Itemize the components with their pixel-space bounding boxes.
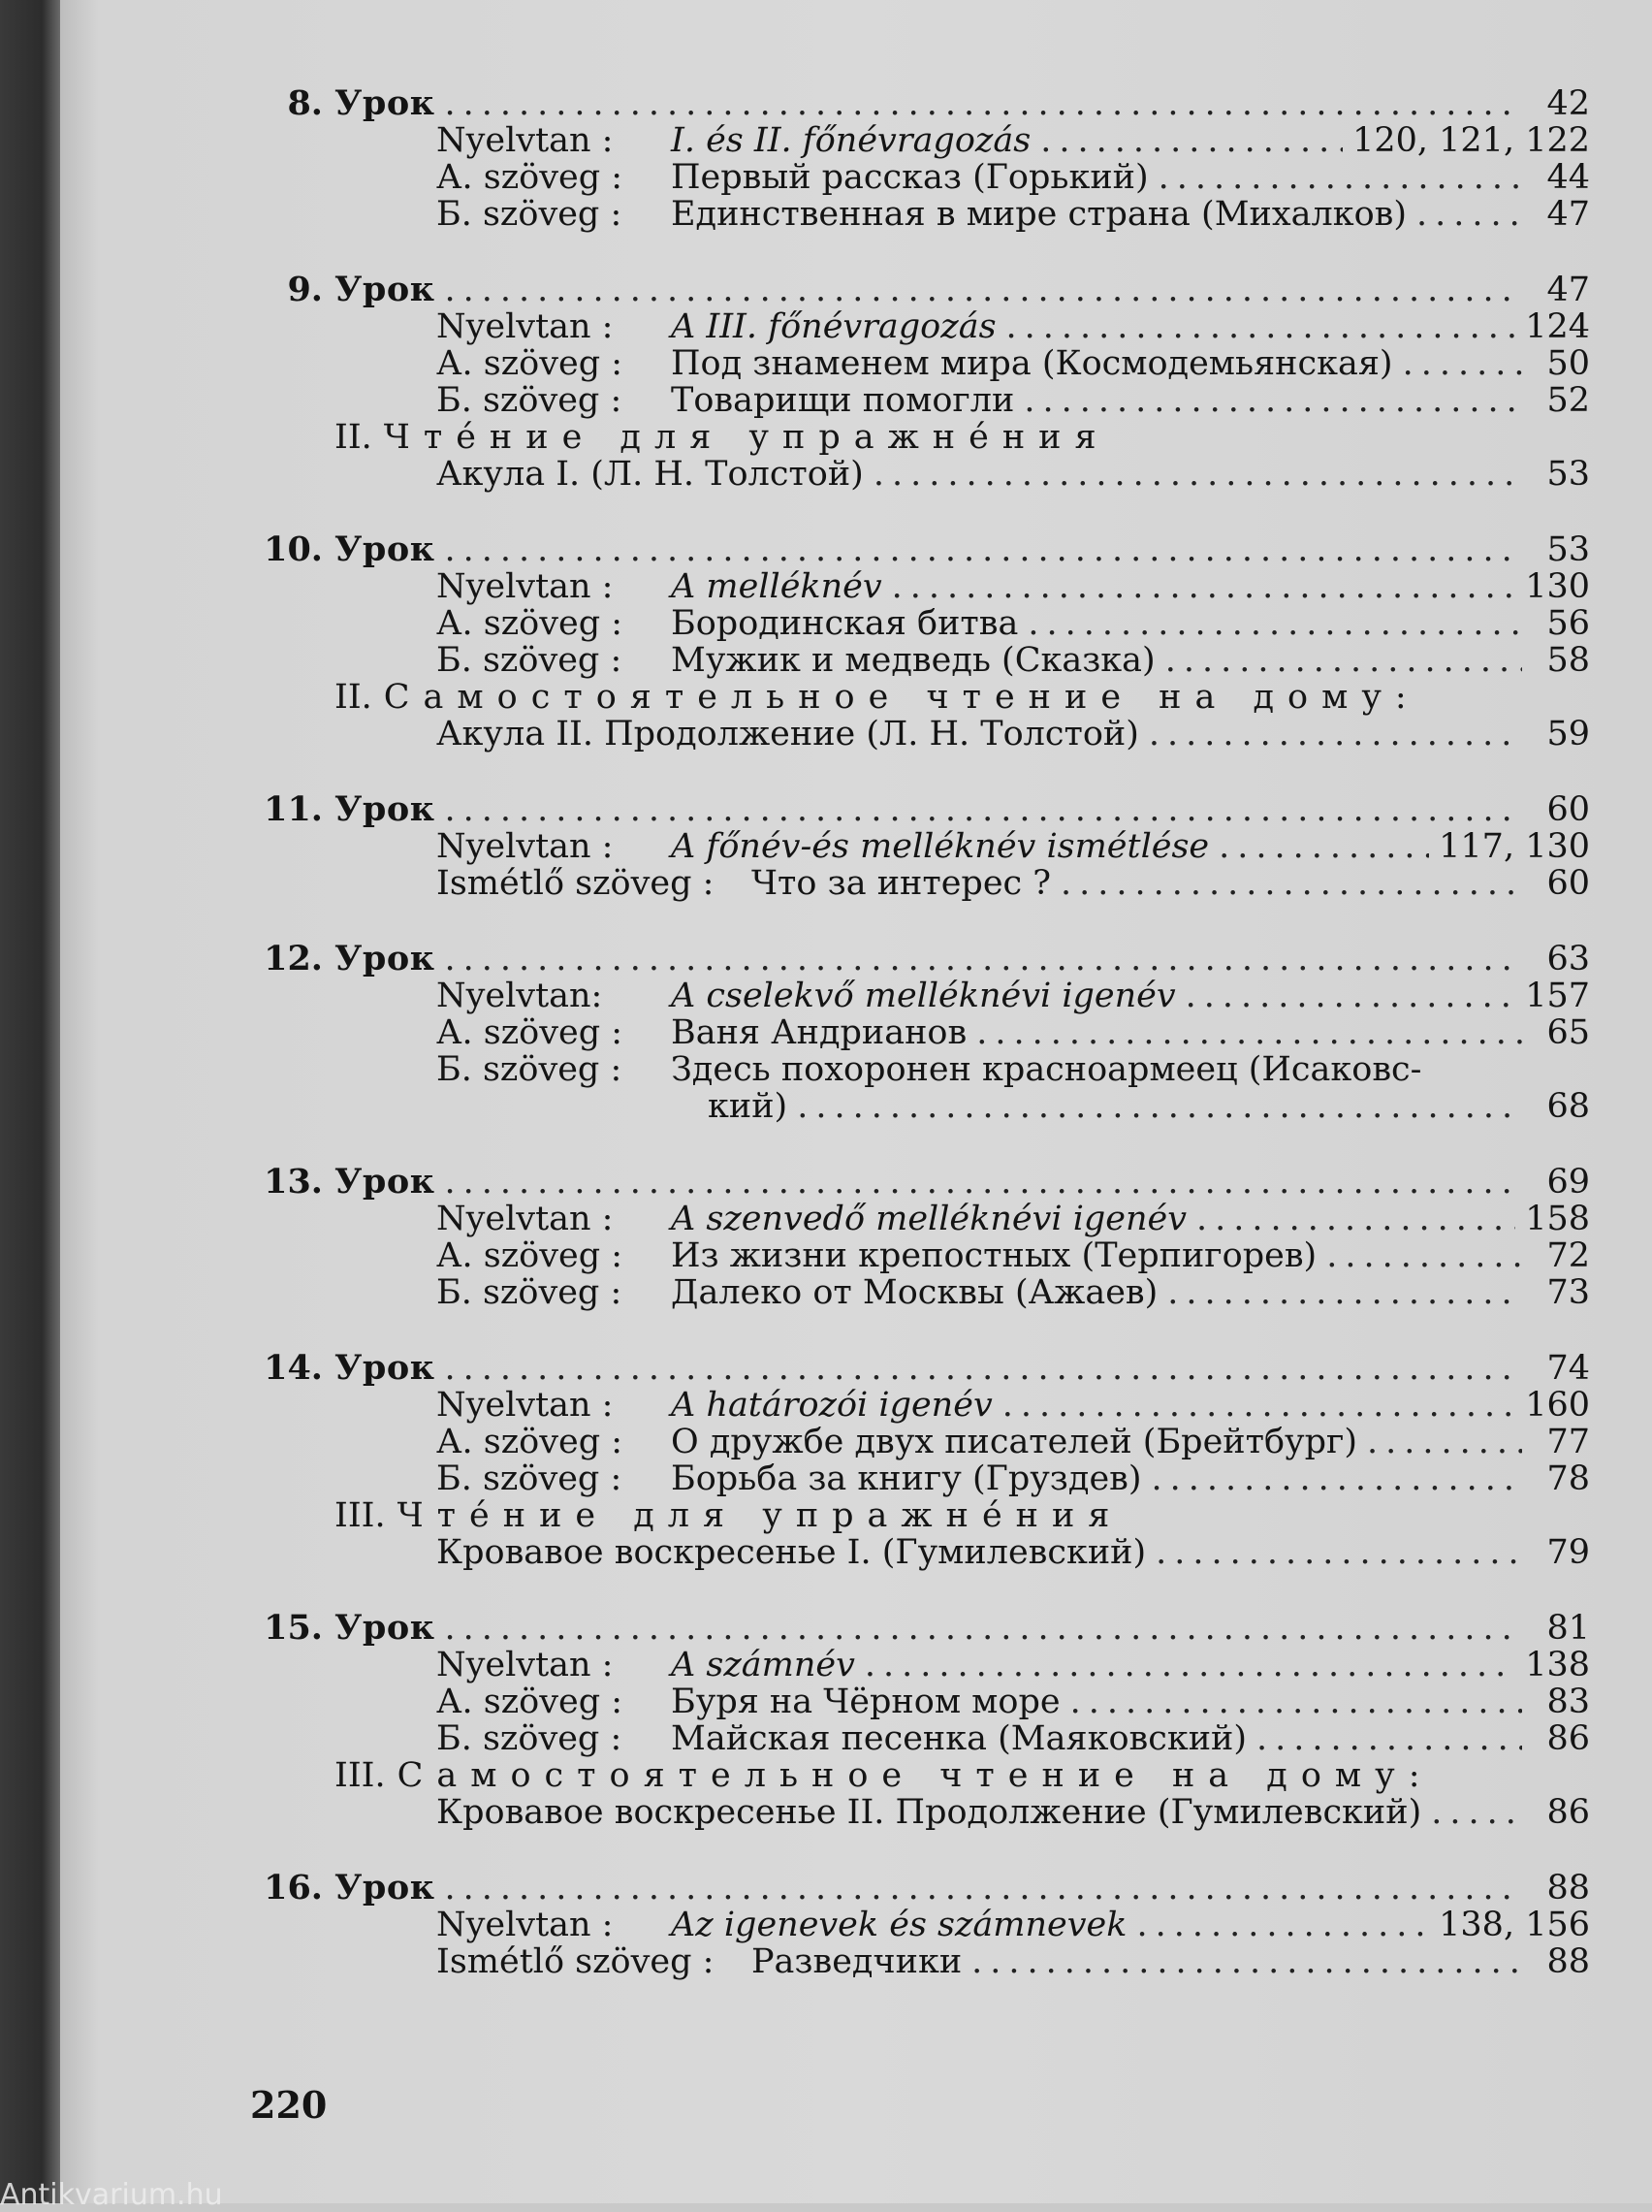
lesson-header-row <box>242 1610 1590 1647</box>
section-heading: Чтéние для упражнéния <box>397 1496 1124 1535</box>
entry-label: Ismétlő szöveg : <box>436 1942 715 1981</box>
entry-label: Б. szöveg : <box>436 1459 622 1498</box>
entry-title: Что за интерес ? <box>751 864 1052 903</box>
entry-title: A számnév <box>671 1646 855 1684</box>
lesson-header-row <box>242 1870 1590 1907</box>
entry-title: Кровавое воскресенье II. Продолжение (Гумилевский) <box>436 1793 1422 1832</box>
toc-entry-row <box>242 1683 1590 1720</box>
entry-title: Товарищи помогли <box>671 381 1015 420</box>
entry-title: Здесь похоронен красноармеец (Исаковс- <box>671 1050 1422 1089</box>
dot-leader <box>797 1088 1522 1125</box>
page-reference: 130 <box>1525 567 1590 606</box>
page-reference: 53 <box>1546 455 1590 494</box>
dot-leader <box>1403 345 1522 382</box>
entry-title: A szenvedő melléknévi igenév <box>671 1200 1188 1238</box>
dot-leader <box>1070 1683 1522 1720</box>
dot-leader <box>1186 978 1516 1014</box>
toc-entry-row <box>242 865 1590 902</box>
page-reference: 47 <box>1546 195 1590 234</box>
dot-leader <box>1149 716 1522 753</box>
toc-entry-row <box>242 642 1590 679</box>
toc-entry-row <box>242 1720 1590 1757</box>
dot-leader <box>445 791 1523 828</box>
lesson-block <box>242 791 1590 902</box>
entry-title: Борьба за книгу (Груздев) <box>671 1459 1142 1498</box>
dot-leader <box>1416 196 1522 233</box>
entry-title: A melléknév <box>671 567 882 606</box>
lesson-title: Урок <box>334 1348 435 1388</box>
page-reference: 58 <box>1546 641 1590 680</box>
page-reference: 74 <box>1546 1349 1590 1388</box>
page-reference: 65 <box>1546 1013 1590 1052</box>
page-reference: 79 <box>1546 1533 1590 1572</box>
page-reference: 124 <box>1525 307 1590 346</box>
section-heading-row <box>242 679 1590 716</box>
section-roman-numeral: III. <box>334 1496 386 1535</box>
section-heading: Самостоятельное чтение на дому: <box>383 678 1420 717</box>
page-reference: 47 <box>1546 271 1590 309</box>
lesson-block <box>242 1870 1590 1980</box>
entry-title: A főnév-és melléknév ismétlése <box>671 827 1210 866</box>
toc-entry-row <box>242 382 1590 419</box>
toc-entry-row <box>242 1460 1590 1497</box>
entry-label: Nyelvtan : <box>436 1906 614 1944</box>
page-reference: 60 <box>1546 864 1590 903</box>
entry-title: Буря на Чёрном море <box>671 1683 1061 1721</box>
dot-leader <box>1431 1794 1522 1831</box>
toc-entry-row <box>242 345 1590 382</box>
dot-leader <box>445 85 1523 122</box>
toc-entry-row <box>242 1201 1590 1237</box>
dot-leader <box>445 1164 1523 1201</box>
entry-label: Б. szöveg : <box>436 1719 622 1758</box>
dot-leader <box>1136 1907 1429 1943</box>
section-roman-numeral: II. <box>334 418 372 457</box>
page-number: 220 <box>250 2083 328 2127</box>
toc-entry-row <box>242 1051 1590 1088</box>
dot-leader <box>1326 1237 1522 1274</box>
dot-leader <box>1024 382 1522 419</box>
dot-leader <box>1219 828 1429 865</box>
toc-entry-row <box>242 1237 1590 1274</box>
entry-title: Az igenevek és számnevek <box>671 1906 1128 1944</box>
page-reference: 42 <box>1546 84 1590 123</box>
dot-leader <box>1165 642 1522 679</box>
lesson-header-row <box>242 531 1590 568</box>
dot-leader <box>445 531 1523 568</box>
dot-leader <box>976 1014 1522 1051</box>
dot-leader <box>1152 1460 1522 1497</box>
entry-label: Б. szöveg : <box>436 641 622 680</box>
entry-label: Б. szöveg : <box>436 1273 622 1312</box>
page-reference: 86 <box>1546 1719 1590 1758</box>
page-reference: 68 <box>1546 1087 1590 1126</box>
toc-entry-row <box>242 1943 1590 1980</box>
entry-label: А. szöveg : <box>436 1013 623 1052</box>
section-heading: Самостоятельное чтение на дому: <box>397 1756 1434 1795</box>
entry-title: Бородинская битва <box>671 604 1019 643</box>
book-spine-shadow <box>0 0 60 2203</box>
toc-entry-row <box>242 1424 1590 1460</box>
entry-label: Ismétlő szöveg : <box>436 864 715 903</box>
lesson-block <box>242 941 1590 1125</box>
page-reference: 86 <box>1546 1793 1590 1832</box>
entry-label: Nyelvtan : <box>436 1386 614 1425</box>
table-of-contents <box>242 85 1590 2019</box>
dot-leader <box>1040 122 1343 159</box>
page-reference: 117, 130 <box>1439 827 1590 866</box>
entry-label: Nyelvtan : <box>436 121 614 160</box>
page-reference: 158 <box>1525 1200 1590 1238</box>
lesson-header-row <box>242 941 1590 978</box>
lesson-number: 14. <box>264 1348 323 1388</box>
toc-entry-row <box>242 1387 1590 1424</box>
lesson-title: Урок <box>334 1608 435 1648</box>
page-reference: 53 <box>1546 530 1590 569</box>
entry-title: A III. főnévragozás <box>671 307 997 346</box>
dot-leader <box>1367 1424 1522 1460</box>
entry-title: Разведчики <box>751 1942 963 1981</box>
page-reference: 88 <box>1546 1869 1590 1907</box>
entry-label: Б. szöveg : <box>436 1050 622 1089</box>
dot-leader <box>445 1870 1523 1907</box>
entry-title: Единственная в мире страна (Михалков) <box>671 195 1408 234</box>
page-reference: 50 <box>1546 344 1590 383</box>
section-entry-row <box>242 456 1590 493</box>
lesson-header-row <box>242 272 1590 308</box>
lesson-header-row <box>242 85 1590 122</box>
lesson-header-row <box>242 791 1590 828</box>
entry-label: Nyelvtan : <box>436 567 614 606</box>
dot-leader <box>1002 1387 1515 1424</box>
page-reference: 157 <box>1525 977 1590 1015</box>
lesson-block <box>242 85 1590 233</box>
page-reference: 83 <box>1546 1683 1590 1721</box>
lesson-number: 11. <box>264 789 323 829</box>
watermark: Antikvarium.hu <box>0 2178 223 2212</box>
entry-title: Акула II. Продолжение (Л. Н. Толстой) <box>436 715 1139 753</box>
page-reference: 78 <box>1546 1459 1590 1498</box>
entry-label: А. szöveg : <box>436 1236 623 1275</box>
section-entry-row <box>242 1794 1590 1831</box>
entry-title: Акула I. (Л. Н. Толстой) <box>436 455 864 494</box>
lesson-title: Урок <box>334 83 435 123</box>
page-reference: 69 <box>1546 1163 1590 1202</box>
section-heading-row <box>242 1497 1590 1534</box>
entry-title: A cselekvő melléknévi igenév <box>671 977 1176 1015</box>
dot-leader <box>865 1647 1515 1683</box>
page-reference: 77 <box>1546 1423 1590 1461</box>
dot-leader <box>445 1610 1523 1647</box>
section-heading-row <box>242 1757 1590 1794</box>
entry-title: A határozói igenév <box>671 1386 993 1425</box>
toc-entry-row <box>242 1014 1590 1051</box>
page-reference: 81 <box>1546 1609 1590 1648</box>
dot-leader <box>1156 1534 1522 1571</box>
section-entry-row <box>242 1534 1590 1571</box>
section-heading: Чтéние для упражнéния <box>383 418 1110 457</box>
page-reference: 73 <box>1546 1273 1590 1312</box>
entry-title: Из жизни крепостных (Терпигорев) <box>671 1236 1318 1275</box>
dot-leader <box>445 941 1523 978</box>
page-reference: 120, 121, 122 <box>1352 121 1590 160</box>
lesson-title: Урок <box>334 270 435 309</box>
lesson-header-row <box>242 1164 1590 1201</box>
lesson-title: Урок <box>334 789 435 829</box>
toc-entry-row <box>242 828 1590 865</box>
lesson-title: Урок <box>334 1162 435 1202</box>
page-reference: 138 <box>1525 1646 1590 1684</box>
entry-title: Под знаменем мира (Космодемьянская) <box>671 344 1393 383</box>
dot-leader <box>1167 1274 1522 1311</box>
page-reference: 59 <box>1546 715 1590 753</box>
dot-leader <box>892 568 1516 605</box>
dot-leader <box>1256 1720 1522 1757</box>
page-reference: 52 <box>1546 381 1590 420</box>
lesson-number: 8. <box>287 83 323 123</box>
entry-label: А. szöveg : <box>436 158 623 197</box>
entry-title: Мужик и медведь (Сказка) <box>671 641 1156 680</box>
toc-entry-row <box>242 568 1590 605</box>
entry-label: Nyelvtan : <box>436 1200 614 1238</box>
dot-leader <box>874 456 1522 493</box>
entry-title: кий) <box>708 1087 788 1126</box>
entry-label: Nyelvtan : <box>436 827 614 866</box>
entry-label: Б. szöveg : <box>436 195 622 234</box>
toc-entry-row <box>242 1647 1590 1683</box>
lesson-number: 13. <box>264 1162 323 1202</box>
dot-leader <box>445 272 1523 308</box>
lesson-number: 9. <box>287 270 323 309</box>
entry-label: А. szöveg : <box>436 604 623 643</box>
section-roman-numeral: II. <box>334 678 372 717</box>
entry-label: А. szöveg : <box>436 1423 623 1461</box>
toc-entry-row <box>242 605 1590 642</box>
lesson-block <box>242 272 1590 493</box>
toc-entry-row <box>242 196 1590 233</box>
lesson-title: Урок <box>334 529 435 569</box>
entry-label: Nyelvtan: <box>436 977 603 1015</box>
entry-title: Далеко от Москвы (Ажаев) <box>671 1273 1159 1312</box>
dot-leader <box>445 1350 1523 1387</box>
page-reference: 138, 156 <box>1439 1906 1590 1944</box>
section-entry-row <box>242 716 1590 753</box>
lesson-number: 16. <box>264 1868 323 1907</box>
lesson-block <box>242 1350 1590 1571</box>
lesson-header-row <box>242 1350 1590 1387</box>
page-reference: 63 <box>1546 940 1590 978</box>
page-reference: 72 <box>1546 1236 1590 1275</box>
dot-leader <box>1006 308 1516 345</box>
page-reference: 88 <box>1546 1942 1590 1981</box>
entry-label: А. szöveg : <box>436 1683 623 1721</box>
page-reference: 60 <box>1546 790 1590 829</box>
lesson-title: Урок <box>334 1868 435 1907</box>
toc-entry-row <box>242 978 1590 1014</box>
page-reference: 44 <box>1546 158 1590 197</box>
lesson-number: 12. <box>264 939 323 978</box>
entry-label: Nyelvtan : <box>436 307 614 346</box>
entry-title: Ваня Андрианов <box>671 1013 968 1052</box>
dot-leader <box>1061 865 1522 902</box>
entry-label: Б. szöveg : <box>436 381 622 420</box>
lesson-block <box>242 531 1590 753</box>
lesson-block <box>242 1610 1590 1831</box>
dot-leader <box>1159 159 1522 196</box>
entry-title: Кровавое воскресенье I. (Гумилевский) <box>436 1533 1147 1572</box>
entry-title: О дружбе двух писателей (Брейтбург) <box>671 1423 1358 1461</box>
dot-leader <box>1028 605 1522 642</box>
lesson-number: 10. <box>264 529 323 569</box>
entry-title: Майская песенка (Маяковский) <box>671 1719 1248 1758</box>
page-reference: 160 <box>1525 1386 1590 1425</box>
dot-leader <box>971 1943 1522 1980</box>
toc-entry-row <box>242 122 1590 159</box>
entry-label: А. szöveg : <box>436 344 623 383</box>
toc-entry-row <box>242 1088 1590 1125</box>
entry-title: I. és II. főnévragozás <box>671 121 1032 160</box>
toc-entry-row <box>242 1907 1590 1943</box>
toc-entry-row <box>242 308 1590 345</box>
lesson-block <box>242 1164 1590 1311</box>
lesson-number: 15. <box>264 1608 323 1648</box>
toc-entry-row <box>242 1274 1590 1311</box>
dot-leader <box>1196 1201 1515 1237</box>
page-reference: 56 <box>1546 604 1590 643</box>
lesson-title: Урок <box>334 939 435 978</box>
toc-entry-row <box>242 159 1590 196</box>
section-heading-row <box>242 419 1590 456</box>
section-roman-numeral: III. <box>334 1756 386 1795</box>
entry-title: Первый рассказ (Горький) <box>671 158 1149 197</box>
entry-label: Nyelvtan : <box>436 1646 614 1684</box>
